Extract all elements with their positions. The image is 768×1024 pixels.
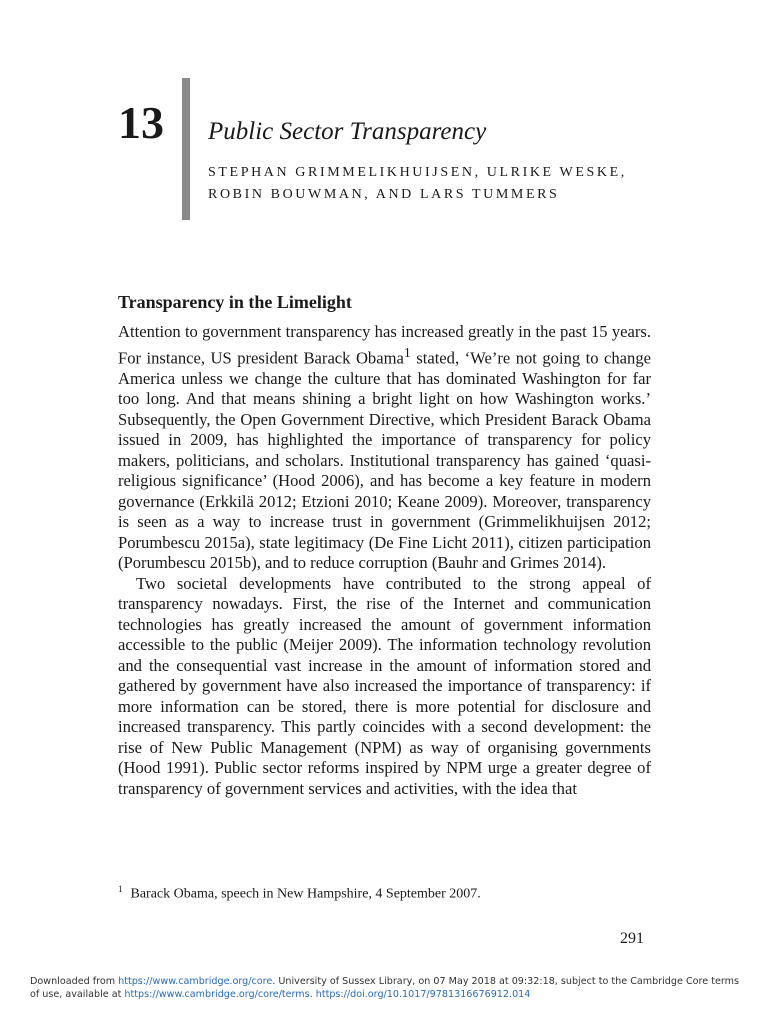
footnote [118, 880, 481, 904]
paragraph-1-part-2: stated, ‘We’re not going to change America unless we change the culture that has dominated Washington for far too long. And that means shining a bright light on how Washington works.’ Subsequently, the Open Government Directive, which President Barack Obama issued in 2009, has highlighted the importance of transparency for policy makers, politicians, and scholars. Institutional transparency has gained ‘quasi-religious significance’ (Hood 2006), and has become a key feature in modern governance (Erkkilä 2012; Etzioni 2010; Keane 2009). Moreover, transparency is seen as a way to increase trust in government (Grimmelikhuijsen 2012; Porumbescu 2015a), state legitimacy (De Fine Licht 2011), citizen participation (Porumbescu 2015b), and to reduce corruption (Bauhr and Grimes 2014). [118, 348, 652, 573]
doi-link[interactable]: https://doi.org/10.1017/9781316676912.014 [315, 989, 531, 1000]
footnote-marker: 1 [118, 884, 123, 894]
chapter-number: 13 [118, 97, 164, 148]
download-note-prefix: Downloaded from [30, 976, 119, 987]
paragraph-1-part-1: Attention to government transparency has increased greatly in the past 15 years. For instance, US president Barack Obama [118, 322, 651, 368]
page-number: 291 [620, 930, 644, 947]
paragraph-1 [118, 322, 651, 574]
download-note-middle: . University of Sussex Library, on 07 May 2018 at 09:32:18, subject to the Cambridge Core terms of use, available at [30, 976, 739, 1000]
paragraph-2: Two societal developments have contributed to the strong appeal of transparency nowadays. First, the rise of the Internet and communication technologies has greatly increased the amount of government information accessible to the public (Meijer 2009). The information technology revolution and the consequential vast increase in the amount of information stored and gathered by government have also increased the importance of transparency: if more information can be stored, there is more potential for disclosure and increased transparency. This partly coincides with a second development: the rise of New Public Management (NPM) as way of organising governments (Hood 1991). Public sector reforms inspired by NPM urge a greater degree of transparency of government services and activities, with the idea that [118, 573, 651, 798]
footnote-reference[interactable]: 1 [403, 344, 411, 360]
cambridge-core-link[interactable]: https://www.cambridge.org/core [118, 976, 273, 987]
section-heading: Transparency in the Limelight [118, 292, 352, 312]
chapter-title: Public Sector Transparency [208, 118, 487, 145]
terms-link[interactable]: https://www.cambridge.org/core/terms [124, 989, 310, 1000]
footnote-text: Barack Obama, speech in New Hampshire, 4 September 2007. [130, 886, 481, 902]
chapter-divider-bar [182, 78, 190, 220]
download-note-dot: . [309, 989, 316, 1000]
body-text [118, 322, 651, 799]
download-note [30, 975, 750, 1001]
chapter-authors: STEPHAN GRIMMELIKHUIJSEN, ULRIKE WESKE, ROBIN BOUWMAN, AND LARS TUMMERS [208, 165, 627, 202]
